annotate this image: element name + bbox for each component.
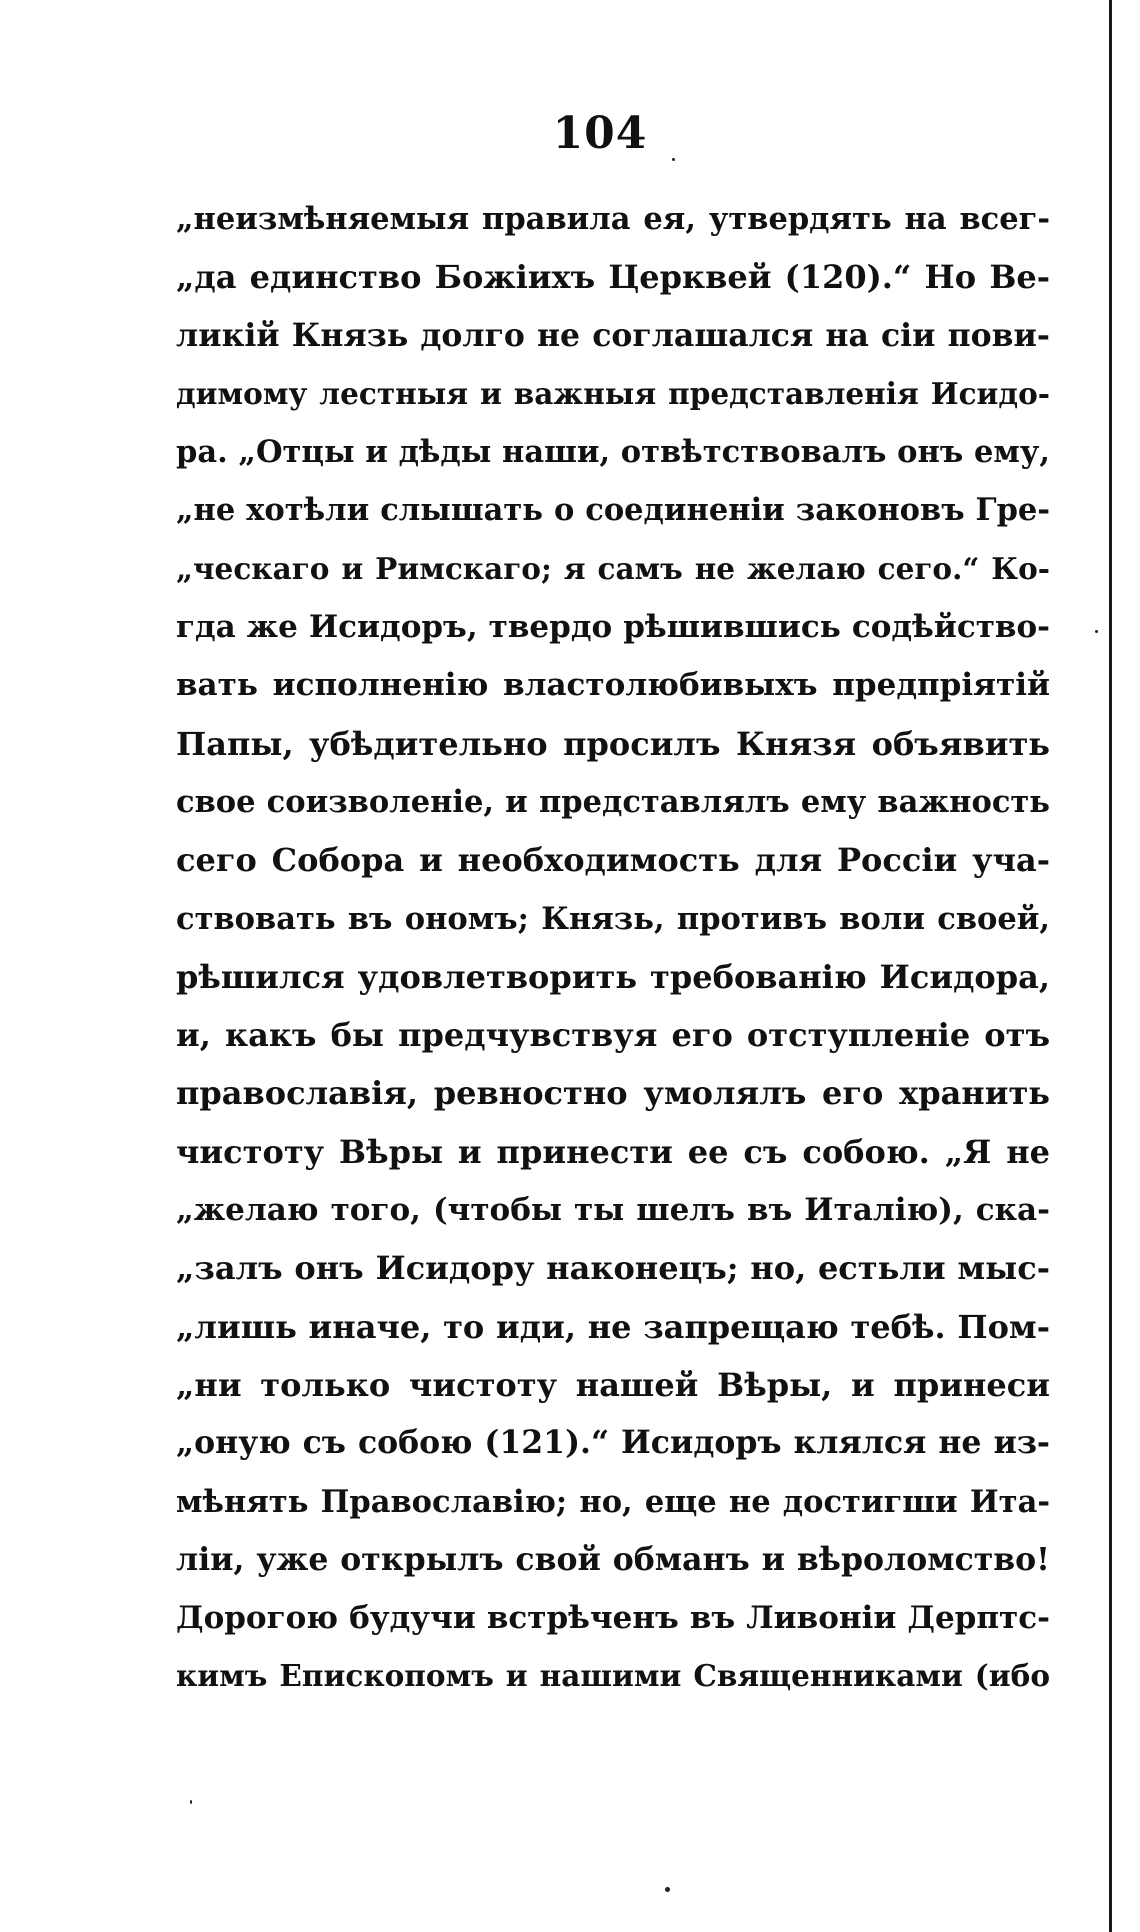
text-line: „залъ онъ Исидору наконецъ; но, естьли мыс- bbox=[176, 1249, 1050, 1288]
text-line: димому лестныя и важныя представленія Исидо- bbox=[176, 375, 1050, 411]
body-text bbox=[176, 190, 1050, 1706]
page-edge-rule bbox=[1109, 0, 1112, 1932]
print-speck bbox=[672, 158, 675, 161]
text-line: сего Собора и необходимость для Россіи уча- bbox=[176, 841, 1050, 880]
text-line: „желаю того, (чтобы ты шелъ въ Италію), ска- bbox=[176, 1192, 1050, 1229]
text-line: ствовать въ ономъ; Князь, противъ воли своей, bbox=[176, 900, 1050, 937]
text-line: и, какъ бы предчувствуя его отступленіе отъ bbox=[176, 1016, 1050, 1055]
text-line: ликій Князь долго не соглашался на сіи пови- bbox=[176, 316, 1050, 354]
text-line: Папы, убѣдительно просилъ Князя объявить bbox=[176, 724, 1050, 763]
text-line: свое соизволеніе, и представлялъ ему важность bbox=[176, 783, 1050, 820]
text-line: ра. „Отцы и дѣды наши, отвѣтствовалъ онъ ему, bbox=[176, 434, 1050, 471]
text-line: рѣшился удовлетворить требованію Исидора, bbox=[176, 957, 1050, 996]
text-line: чистоту Вѣры и принести ее съ собою. „Я не bbox=[176, 1132, 1050, 1171]
print-speck bbox=[190, 1800, 192, 1804]
text-line: Дорогою будучи встрѣченъ въ Ливоніи Дерптс- bbox=[176, 1600, 1050, 1637]
text-line: кимъ Епископомъ и нашими Священниками (ибо bbox=[176, 1658, 1050, 1694]
print-speck bbox=[665, 1887, 670, 1892]
text-line: „ческаго и Римскаго; я самъ не желаю сего.“ Ко- bbox=[176, 550, 1050, 586]
text-line: ліи, уже открылъ свой обманъ и вѣроломство! bbox=[176, 1540, 1050, 1578]
text-line: „неизмѣняемыя правила ея, утвердять на всег- bbox=[176, 201, 1050, 237]
text-line: „оную съ собою (121).“ Исидоръ клялся не из- bbox=[176, 1424, 1050, 1462]
text-line: мѣнять Православію; но, еще не достигши Ита- bbox=[176, 1483, 1050, 1520]
text-line: гда же Исидоръ, твердо рѣшившись содѣйство- bbox=[176, 609, 1050, 646]
text-line: „да единство Божіихъ Церквей (120).“ Но Ве- bbox=[176, 258, 1050, 297]
text-line: „не хотѣли слышать о соединеніи законовъ Гре- bbox=[176, 492, 1050, 529]
print-speck bbox=[1095, 630, 1098, 633]
page-number: 104 bbox=[552, 108, 648, 159]
text-line: „лишь иначе, то иди, не запрещаю тебѣ. Пом- bbox=[176, 1307, 1050, 1346]
text-line: вать исполненію властолюбивыхъ предпріятій bbox=[176, 667, 1050, 704]
text-line: „ни только чистоту нашей Вѣры, и принеси bbox=[176, 1365, 1050, 1404]
text-line: православія, ревностно умолялъ его хранить bbox=[176, 1074, 1050, 1113]
